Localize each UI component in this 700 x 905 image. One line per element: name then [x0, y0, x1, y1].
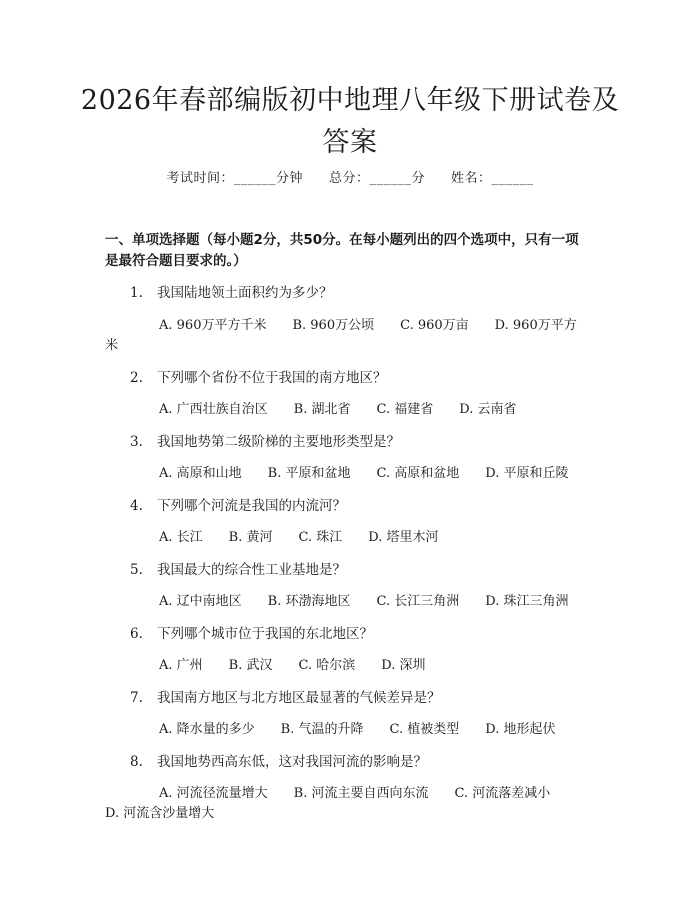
- question-7-options: [159, 718, 555, 737]
- question-1-options-wrap: 米: [105, 338, 119, 353]
- option-b: B. 河流主要自西向东流: [293, 786, 429, 801]
- option-a: A. 长江: [159, 530, 203, 545]
- option-d: D. 平原和丘陵: [485, 466, 569, 481]
- option-d: D. 塔里木河: [368, 530, 439, 545]
- question-number: 5.: [130, 562, 143, 578]
- question-3: [130, 430, 400, 450]
- option-a: A. 辽中南地区: [159, 594, 242, 609]
- option-a: A. 广西壮族自治区: [159, 402, 268, 417]
- option-c: C. 福建省: [376, 402, 434, 417]
- question-8: [130, 750, 427, 770]
- question-text: 下列哪个河流是我国的内流河？: [157, 498, 346, 514]
- question-text: 我国陆地领土面积约为多少？: [157, 285, 333, 301]
- option-d: D. 960万平方: [494, 318, 577, 333]
- option-d: D. 深圳: [381, 658, 426, 673]
- question-2: [130, 366, 387, 386]
- total-score-field: 总分：______分: [328, 171, 425, 186]
- question-5: [130, 558, 346, 578]
- option-c: C. 珠江: [298, 530, 343, 545]
- question-6: [130, 622, 373, 642]
- question-1-options: [159, 314, 577, 333]
- question-number: 4.: [130, 498, 143, 514]
- exam-meta: [0, 167, 700, 186]
- question-6-options: [159, 654, 425, 673]
- option-a: A. 降水量的多少: [159, 722, 255, 737]
- option-d: D. 珠江三角洲: [485, 594, 569, 609]
- exam-title: [60, 80, 640, 164]
- option-c: C. 植被类型: [389, 722, 460, 737]
- option-c: C. 960万亩: [400, 318, 469, 333]
- question-4: [130, 494, 346, 514]
- title-line-2: 答案: [322, 127, 378, 158]
- option-b: B. 黄河: [228, 530, 273, 545]
- question-number: 3.: [130, 434, 143, 450]
- title-line-1: 2026年春部编版初中地理八年级下册试卷及: [80, 85, 620, 116]
- option-b: B. 环渤海地区: [267, 594, 351, 609]
- option-a: A. 广州: [159, 658, 203, 673]
- student-name-field: 姓名：______: [451, 171, 534, 186]
- question-7: [130, 686, 441, 706]
- question-text: 下列哪个省份不位于我国的南方地区？: [157, 370, 387, 386]
- question-text: 我国地势第二级阶梯的主要地形类型是？: [157, 434, 400, 450]
- option-d: D. 地形起伏: [485, 722, 556, 737]
- option-b: B. 平原和盆地: [267, 466, 351, 481]
- question-text: 我国地势西高东低，这对我国河流的影响是？: [157, 754, 427, 770]
- option-b: B. 气温的升降: [280, 722, 364, 737]
- question-number: 7.: [130, 690, 143, 706]
- question-number: 2.: [130, 370, 143, 386]
- question-5-options: [159, 590, 568, 609]
- option-b: B. 武汉: [228, 658, 273, 673]
- question-text: 我国南方地区与北方地区最显著的气候差异是？: [157, 690, 441, 706]
- option-a: A. 河流径流量增大: [159, 786, 268, 801]
- option-c: C. 河流落差减小: [454, 786, 551, 801]
- question-number: 6.: [130, 626, 143, 642]
- question-8-options-wrap: D. 河流含沙量增大: [105, 806, 215, 821]
- option-b: B. 湖北省: [293, 402, 351, 417]
- exam-time-field: 考试时间：______分钟: [166, 171, 303, 186]
- option-a: A. 960万平方千米: [159, 318, 267, 333]
- question-number: 8.: [130, 754, 143, 770]
- option-c: C. 长江三角洲: [376, 594, 460, 609]
- option-d: D. 云南省: [459, 402, 517, 417]
- question-3-options: [159, 462, 568, 481]
- option-b: B. 960万公顷: [292, 318, 375, 333]
- question-2-options: [159, 398, 516, 417]
- question-1: [130, 281, 333, 301]
- question-text: 我国最大的综合性工业基地是？: [157, 562, 346, 578]
- question-number: 1.: [130, 285, 143, 301]
- question-text: 下列哪个城市位于我国的东北地区？: [157, 626, 373, 642]
- section-heading: [105, 230, 605, 272]
- section-heading-line-1: 一、单项选择题（每小题2分，共50分。在每小题列出的四个选项中，只有一项: [105, 232, 579, 248]
- question-4-options: [159, 526, 438, 545]
- question-8-options: [159, 782, 550, 801]
- option-c: C. 哈尔滨: [298, 658, 356, 673]
- option-c: C. 高原和盆地: [376, 466, 460, 481]
- option-a: A. 高原和山地: [159, 466, 242, 481]
- section-heading-line-2: 是最符合题目要求的。）: [105, 253, 247, 269]
